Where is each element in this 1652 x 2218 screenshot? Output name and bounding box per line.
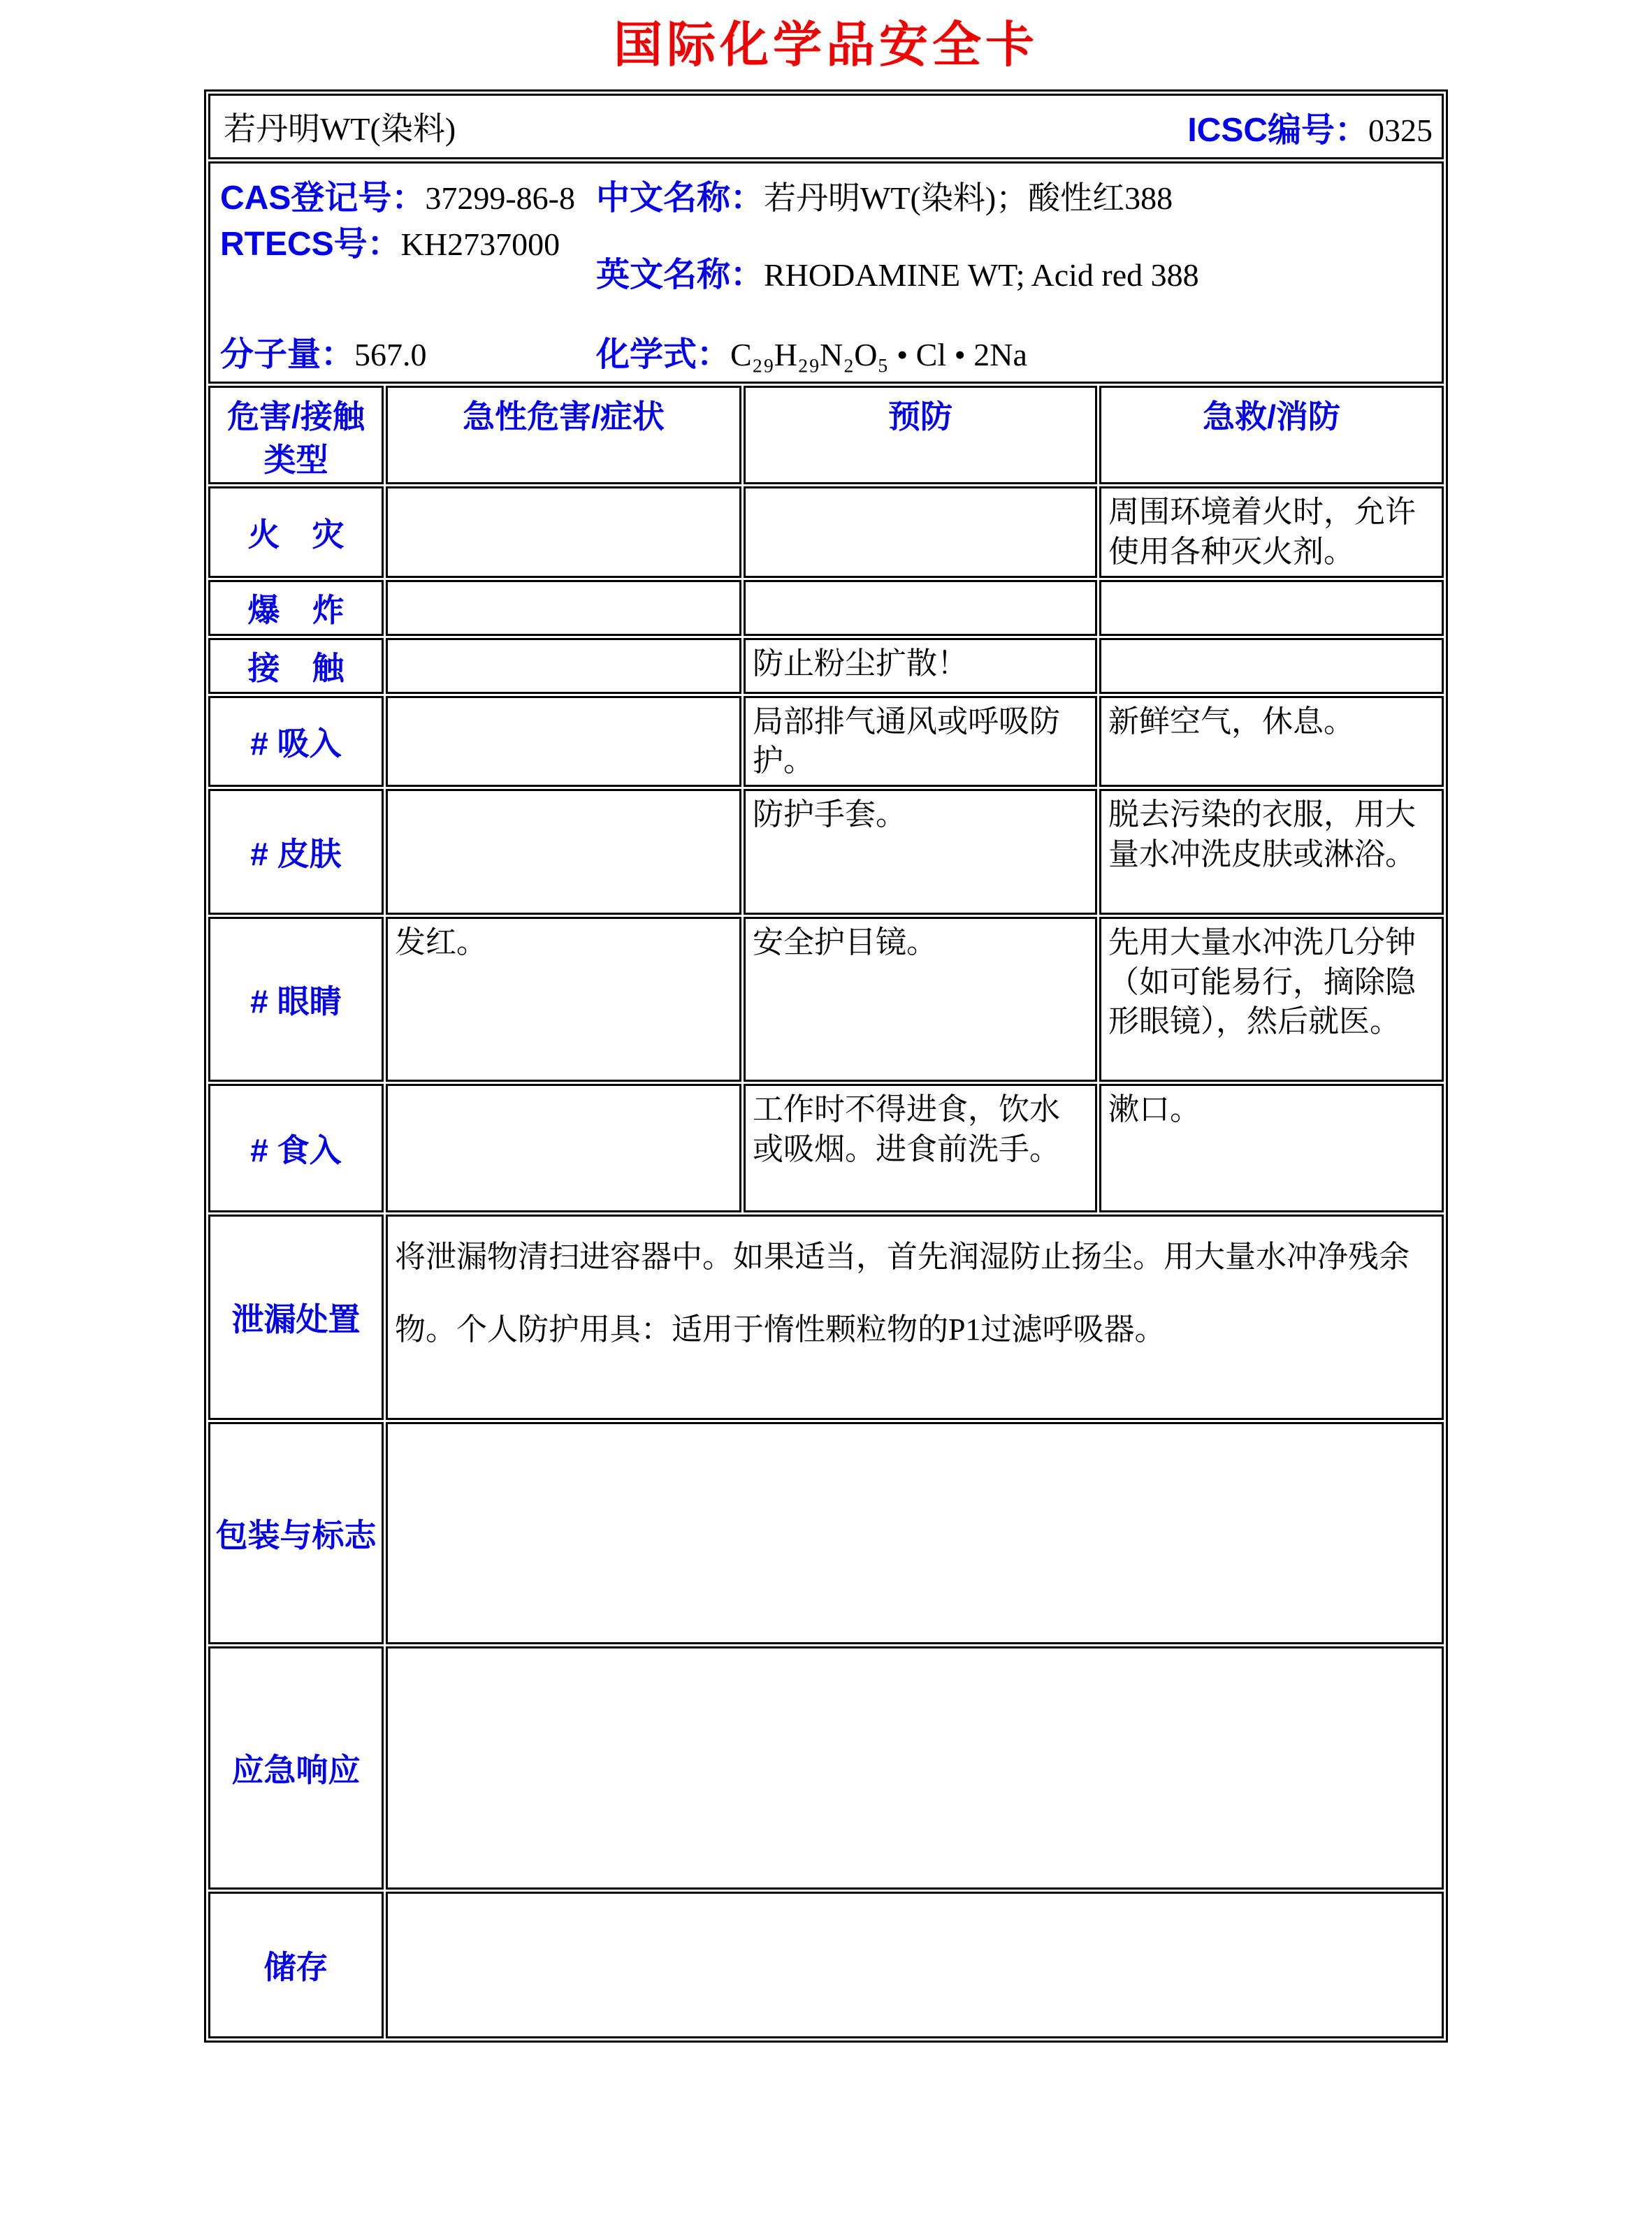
page-title: 国际化学品安全卡 [614,19,1038,73]
exposure-prevention-cell: 防止粉尘扩散！ [744,638,1097,694]
row-label-explosion: 爆 炸 [208,580,384,636]
substance-header-row [208,94,1444,159]
spillage-content-cell: 将泄漏物清扫进容器中。如果适当，首先润湿防止扬尘。用大量水冲净残余物。个人防护用具：适用于惰性颗粒物的P1过滤呼吸器。 [386,1215,1444,1420]
row-label-skin: # 皮肤 [208,789,384,915]
header-hazard-type [208,386,384,484]
section-row-emergency [208,1646,1444,1890]
hazard-row-ingestion [208,1084,1444,1212]
row-label-fire: 火 灾 [208,486,384,578]
storage-content-cell [386,1892,1444,2038]
header-hazard-type-line1: 危害/接触 [227,398,365,435]
english-name-line [596,247,1199,296]
fire-prevention-cell [744,486,1097,578]
exposure-symptoms-cell [386,638,741,694]
hazard-row-exposure [208,638,1444,694]
hazard-row-inhalation [208,696,1444,788]
chinese-name-line [596,171,1173,219]
eyes-first-aid-cell: 先用大量水冲洗几分钟（如可能易行，摘除隐形眼镜），然后就医。 [1099,917,1444,1082]
ingestion-prevention-cell: 工作时不得进食，饮水或吸烟。进食前洗手。 [744,1084,1097,1212]
row-label-ingestion: # 食入 [208,1084,384,1212]
section-label-spillage: 泄漏处置 [208,1215,384,1420]
icsc-number: 0325 [1368,112,1433,148]
packaging-content-cell [386,1422,1444,1644]
exposure-first-aid-cell [1099,638,1444,694]
fire-symptoms-cell [386,486,741,578]
inhalation-prevention-cell: 局部排气通风或呼吸防护。 [744,696,1097,788]
chemical-formula-label: 化学式： [595,336,730,373]
substance-header-cell [208,94,1444,159]
chinese-name-label: 中文名称： [595,180,764,217]
molecular-weight-line [220,327,427,375]
chemical-formula-line [596,327,1027,375]
cas-value: 37299-86-8 [425,180,575,216]
hazard-row-eyes [208,917,1444,1082]
inhalation-first-aid-cell: 新鲜空气，休息。 [1099,696,1444,788]
fire-first-aid-cell: 周围环境着火时，允许使用各种灭火剂。 [1099,486,1444,578]
cas-number-line [220,171,575,219]
english-name-label: 英文名称： [595,256,764,293]
substance-name: 若丹明WT(染料) [223,111,456,147]
identity-cell [208,161,1444,384]
eyes-prevention-cell: 安全护目镜。 [744,917,1097,1082]
explosion-first-aid-cell [1099,580,1444,636]
header-symptoms: 急性危害/症状 [386,386,741,484]
skin-first-aid-cell: 脱去污染的衣服，用大量水冲洗皮肤或淋浴。 [1099,789,1444,915]
safety-card-table [204,89,1448,2043]
icsc-label: ICSC编号： [1187,111,1369,149]
explosion-symptoms-cell [386,580,741,636]
substance-header-inner [211,103,1441,151]
section-label-storage: 储存 [208,1892,384,2038]
english-name-value: RHODAMINE WT; Acid red 388 [764,257,1199,293]
hazard-row-skin [208,789,1444,915]
molecular-weight-value: 567.0 [354,337,427,372]
rtecs-number-line [220,217,560,265]
skin-symptoms-cell [386,789,741,915]
ingestion-first-aid-cell: 漱口。 [1099,1084,1444,1212]
hazard-header-row [208,386,1444,484]
row-label-eyes: # 眼睛 [208,917,384,1082]
rtecs-label: RTECS号： [219,226,401,263]
header-first-aid: 急救/消防 [1099,386,1444,484]
ingestion-symptoms-cell [386,1084,741,1212]
emergency-content-cell [386,1646,1444,1890]
section-row-storage [208,1892,1444,2038]
section-label-emergency: 应急响应 [208,1646,384,1890]
hazard-row-fire [208,486,1444,578]
row-label-exposure: 接 触 [208,638,384,694]
header-hazard-type-line2: 类型 [263,442,328,479]
molecular-weight-label: 分子量： [219,336,354,373]
inhalation-symptoms-cell [386,696,741,788]
cas-label: CAS登记号： [219,180,426,217]
rtecs-value: KH2737000 [400,226,560,262]
section-row-packaging [208,1422,1444,1644]
skin-prevention-cell: 防护手套。 [744,789,1097,915]
row-label-inhalation: # 吸入 [208,696,384,788]
explosion-prevention-cell [744,580,1097,636]
chinese-name-value: 若丹明WT(染料)；酸性红388 [764,180,1173,216]
header-prevention: 预防 [744,386,1097,484]
section-row-spillage [208,1215,1444,1420]
section-label-packaging: 包装与标志 [208,1422,384,1644]
chemical-formula-value: C₂₉H₂₉N₂O₅ • Cl • 2Na [730,337,1027,372]
icsc-number-group [1187,103,1433,151]
hazard-row-explosion [208,580,1444,636]
identity-row [208,161,1444,384]
eyes-symptoms-cell: 发红。 [386,917,741,1082]
